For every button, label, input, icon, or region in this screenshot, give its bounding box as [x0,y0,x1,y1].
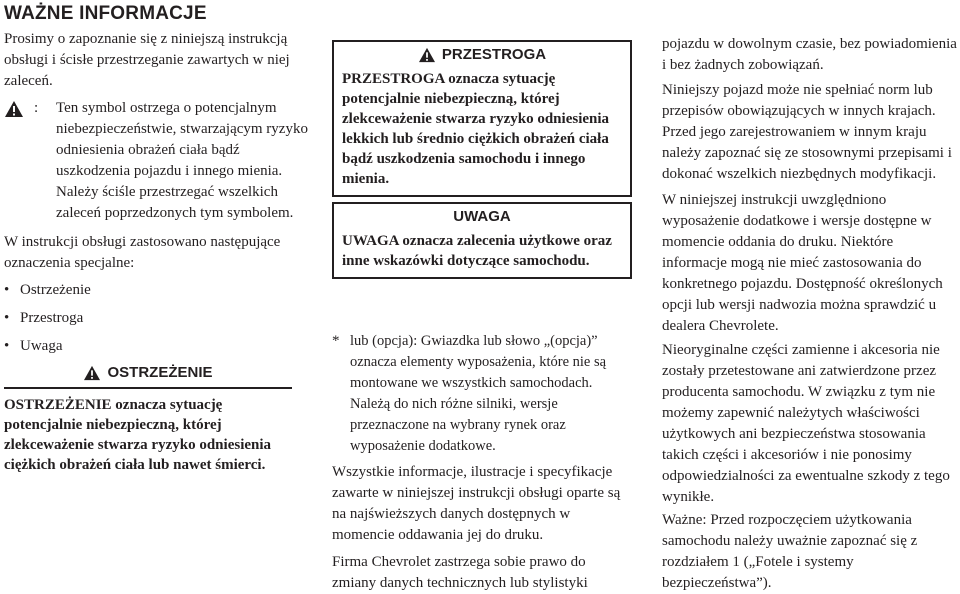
symbol-colon: : [34,100,39,116]
warning-symbol-explanation [4,98,308,224]
paragraph-nonoriginal-parts: Nieoryginalne części zamienne i akcesoria nie zostały przetestowane ani zatwierdzone przez producenta samochodu. W związku z tym nie możemy zapewnić należytych właściwości użytkowych ani bezpieczeństwa stosowania takich części i akcesoriów i nie ponosimy odpowiedzialności za ewentualne szkody z tego wynikłe. [662,342,950,505]
note-box [332,202,632,279]
intro-paragraph: Prosimy o zapoznanie się z niniejszą instrukcją obsługi i ścisłe przestrzeganie zawartych w niej zaleceń. [4,31,290,89]
caution-box [332,40,632,197]
symbol-text: Ten symbol ostrzega o potencjalnym niebezpieczeństwie, stwarzającym ryzyko odniesienia obrażeń ciała bądź uszkodzenia pojazdu i innego mienia. Należy ściśle przestrzegać wszelkich zaleceń poprzedzonych tym symbolem. [56,100,308,221]
chevrolet-rights-paragraph: Firma Chevrolet zastrzega sobie prawo do zmiany danych technicznych lub stylistyki [332,554,588,591]
note-box-body: UWAGA oznacza zalecenia użytkowe oraz inne wskazówki dotyczące samochodu. [342,233,612,269]
paragraph-important: Ważne: Przed rozpoczęciem użytkowania samochodu należy uważnie zapoznać się z rozdziałem 1 („Fotele i systemy bezpieczeństwa”). [662,512,918,591]
asterisk-mark: * [332,333,340,349]
special-markings-list [4,280,308,357]
paragraph-regulations: Niniejszy pojazd może nie spełniać norm lub przepisów obowiązujących w innych krajach. Przed jego zarejestrowaniem w innym kraju należy zapoznać się ze stosownymi przepisami i dokonać wszelkich niezbędnych modyfikacji. [662,82,952,182]
list-item: • Uwaga [4,338,63,354]
asterisk-text: lub (opcja): Gwiazdka lub słowo „(opcja)” oznacza elementy wyposażenia, które nie są montowane we wszystkich samochodach. Należą do nich różne silniki, wersje przeznaczone na wybrany rynek oraz wyposażenie dodatkowe. [350,333,607,454]
note-box-title: UWAGA [453,208,511,225]
list-item: • Przestroga [4,310,84,326]
warning-triangle-icon [83,365,101,381]
page-title: WAŻNE INFORMACJE [4,3,207,24]
warning-triangle-icon [4,100,24,123]
warning-triangle-icon [418,47,436,63]
column-left [4,0,308,473]
option-asterisk-note [332,331,632,457]
caution-box-title: PRZESTROGA [342,46,622,63]
caution-box-body: PRZESTROGA oznacza sytuację potencjalnie niebezpieczną, której zlekceważenie stwarza ryzyko odniesienia lekkich lub średnio ciężkich obrażeń ciała bądź uszkodzenia samochodu i innego mienia. [342,71,610,187]
special-markings-intro: W instrukcji obsługi zastosowano następujące oznaczenia specjalne: [4,234,281,271]
paragraph-equipment: W niniejszej instrukcji uwzględniono wyposażenie dodatkowe i wersje dostępne w momencie oddania do druku. Niektóre informacje mogą nie mieć zastosowania do konkretnego pojazdu. Dostępność określonych opcji lub wersji nadwozia można sprawdzić u dealera Chevrolete. [662,192,943,334]
list-item: • Ostrzeżenie [4,282,91,298]
warning-box-body: OSTRZEŻENIE oznacza sytuację potencjalnie niebezpieczną, której zlekceważenie stwarza ryzyko odniesienia ciężkich obrażeń ciała lub nawet śmierci. [4,387,292,475]
warning-box-title: OSTRZEŻENIE [4,364,292,381]
paragraph-continuation: pojazdu w dowolnym czasie, bez powiadomienia i bez żadnych zobowiązań. [662,36,957,73]
specifications-paragraph: Wszystkie informacje, ilustracje i specyfikacje zawarte w niniejszej instrukcji obsługi oparte są na najświeższych danych dostępnych w momencie oddawania jej do druku. [332,464,621,543]
warning-box [4,364,292,475]
